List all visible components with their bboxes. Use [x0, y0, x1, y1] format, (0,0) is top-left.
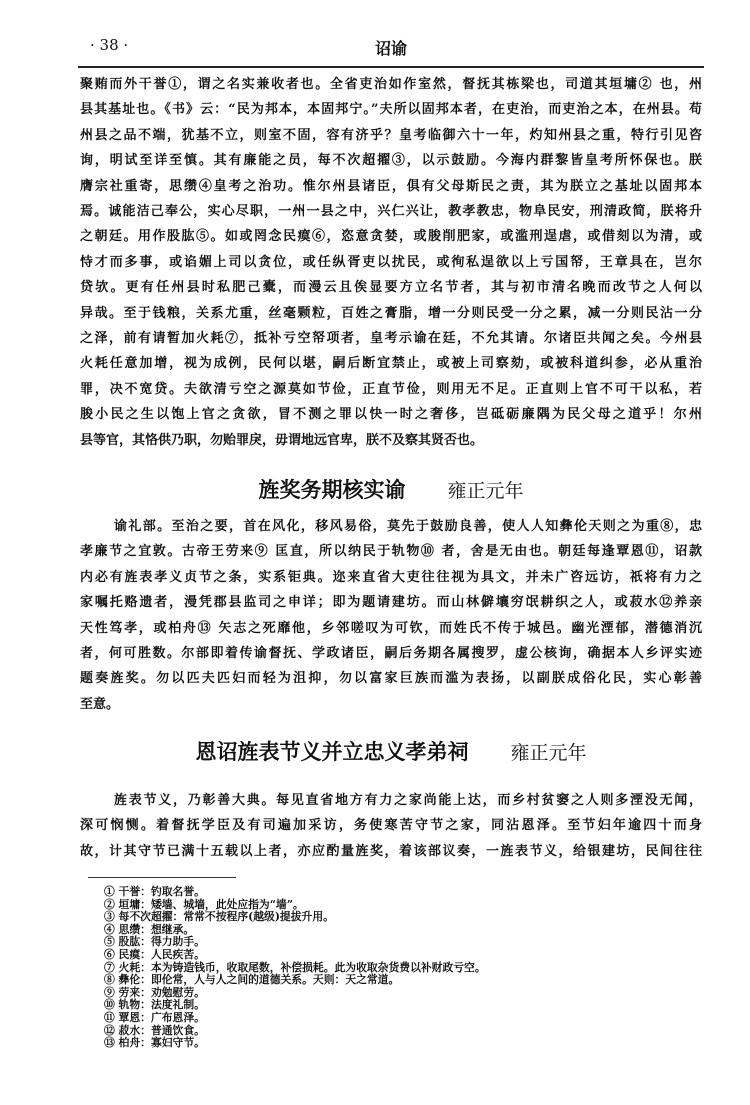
text-line: 家嘱托赂遗者，漫凭郡县监司之申详；即为题请建坊。而山林僻壤穷氓耕织之人，或菽水⑫养亲	[80, 595, 702, 611]
footnote: ⑥ 民瘼：人民疾苦。	[104, 947, 205, 961]
text-line: 火耗任意加增，视为成例，民何以堪，嗣后断宜禁止，或被上司察劾，或被科道纠参，必从重治	[80, 356, 702, 372]
text-line: 之朝廷。用作股肱⑤。如或罔念民瘼⑥，恣意贪婪，或朘削肥家，或滥刑逞虐，或借刻以为清，或	[80, 229, 702, 245]
text-line: 罪，决不宽贷。夫欲清亏空之源莫如节俭，正直节俭，则用无不足。正直则上官不可干以私，若	[80, 381, 702, 397]
section-era: 雍正元年	[447, 480, 524, 502]
footnote: ③ 每不次超擢：常常不按程序(越级)提拔升用。	[104, 910, 334, 924]
text-line: 故，计其守节已满十五载以上者，亦应酌量旌奖，着该部议奏，一旌表节义，给银建坊，民间往往	[80, 843, 702, 859]
section-era: 雍正元年	[510, 742, 587, 764]
text-line: 之泽，前有请暂加火耗⑦，抵补亏空帑项者，皇考示谕在廷，不允其请。尔诸臣共闻之矣。今州县	[80, 331, 702, 347]
text-line: 询，明试至详至慎。其有廉能之员，每不次超擢③，以示鼓励。今海内群黎皆皇考所怀保也。朕	[80, 153, 702, 169]
footnote: ⑤ 股肱：得力助手。	[104, 935, 205, 949]
edict-text	[80, 514, 702, 717]
text-line: 内必有旌表孝义贞节之条，实系钜典。迩来直省大吏往往视为具文，并未广咨远访，祇将有力之	[80, 569, 702, 585]
text-line: 异哉。至于钱粮，关系尤重，丝毫颗粒，百姓之膏脂，增一分则民受一分之累，减一分则民沾一分	[80, 305, 702, 321]
text-line: 孝廉节之宜敦。古帝王劳来⑨ 匡直，所以纳民于轨物⑩ 者，舍是无由也。朝廷每逢覃恩⑪，诏款	[80, 544, 702, 560]
text-line: 天性笃孝，或柏舟⑬ 矢志之死靡他，乡邻嗟叹为可钦，而姓氏不传于城邑。幽光湮郁，潜德消沉	[80, 620, 702, 636]
footnote-rule	[88, 877, 236, 878]
edict-text	[80, 788, 702, 864]
text-line: 至意。	[80, 696, 120, 712]
footnote: ② 垣墉：矮墙、城墙，此处应指为“墙”。	[104, 897, 304, 911]
text-line: 县其基址也。《书》云：“民为邦本，本固邦宁。”夫所以固邦本者，在吏治，而吏治之本，在州县。苟	[80, 102, 702, 118]
text-line: 旌表节义，乃彰善大典。每见直省地方有力之家尚能上达，而乡村贫窭之人则多湮没无闻，	[114, 793, 702, 808]
text-line: 聚贿而外干誉①，谓之名实兼收者也。全省吏治如作室然，督抚其栋梁也，司道其垣墉② 也，州	[80, 77, 702, 92]
header-rule	[78, 66, 704, 68]
section-heading	[80, 736, 702, 766]
text-line: 焉。诚能洁己奉公，实心尽职，一州一县之中，兴仁兴让，教孝教忠，物阜民安，刑清政简，朕将升	[80, 204, 702, 220]
footnote: ① 干誉：钓取名誉。	[104, 885, 205, 898]
section-title: 旌奖务期核实谕	[258, 478, 406, 502]
footnote: ⑩ 轨物：法度礼制。	[104, 998, 205, 1012]
text-line: 者，何可胜数。尔部即着传谕督抚、学政诸臣，嗣后务期各属搜罗，虚公核询，确据本人乡评实迹	[80, 646, 702, 662]
footnote: ⑧ 彝伦：即伦常，人与人之间的道德关系。天则：天之常道。	[104, 973, 400, 987]
footnote: ④ 思缵：想继承。	[104, 922, 195, 936]
footnote: ⑫ 菽水：普通饮食。	[104, 1023, 205, 1037]
edict-continuation-text	[80, 72, 702, 453]
footnote: ⑦ 火耗：本为铸造钱币，收取尾数，补偿损耗。此为收取杂货费以补财政亏空。	[104, 960, 486, 974]
text-line: 谕礼部。至治之要，首在风化，移风易俗，莫先于鼓励良善，使人人知彝伦天则之为重⑧，忠	[114, 519, 702, 534]
section-heading	[80, 474, 702, 504]
text-line: 县等官，其恪供乃职，勿贻罪戾，毋谓地远官卑，朕不及察其贤否也。	[80, 432, 484, 448]
running-header	[80, 36, 702, 58]
running-title: 诏谕	[374, 39, 407, 58]
text-line: 深可悯恻。着督抚学臣及有司遍加采访，务使寒苦守节之家，同沾恩泽。至节妇年逾四十而身	[80, 818, 702, 834]
footnotes	[104, 886, 704, 1050]
footnote: ⑬ 柏舟：寡妇守节。	[104, 1036, 205, 1050]
footnote: ⑨ 劳来：劝勉慰劳。	[104, 985, 205, 999]
text-line: 膺宗社重寄，思缵④皇考之治功。惟尔州县诸臣，俱有父母斯民之责，其为朕立之基址以固邦本	[80, 178, 702, 194]
footnote: ⑪ 覃恩：广布恩泽。	[104, 1010, 205, 1024]
section-title: 恩诏旌表节义并立忠义孝弟祠	[195, 740, 469, 764]
page-number: · 38 ·	[90, 36, 129, 54]
text-line: 题奏旌奖。勿以匹夫匹妇而轻为沮抑，勿以富家巨族而滥为表扬，以副朕成俗化民，实心彰善	[80, 671, 702, 687]
text-line: 恃才而多事，或谄媚上司以贪位，或任纵胥吏以扰民，或徇私逞欲以上亏国帑，王章具在，岂尔	[80, 254, 702, 270]
text-line: 州县之品不端，犹基不立，则室不固，容有济乎？皇考临御六十一年，灼知州县之重，特行引见咨	[80, 127, 702, 143]
text-line: 贷欤。更有任州县时私肥己橐，而漫云且俟显要方立名节者，其与初市清名晚而改节之人何以	[80, 280, 702, 296]
text-line: 朘小民之生以饱上官之贪欲，冒不测之罪以快一时之奢侈，岂砥砺廉隅为民父母之道乎！尔州	[80, 407, 702, 423]
